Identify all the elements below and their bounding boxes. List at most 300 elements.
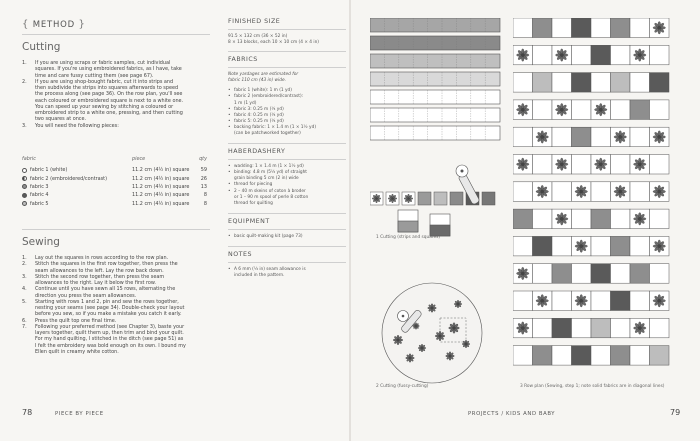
flower-center (618, 135, 622, 139)
list-marker: • (228, 170, 231, 176)
quilt-row (513, 182, 669, 202)
flower-icon (634, 49, 646, 61)
flower-center (415, 325, 417, 327)
haberdashery-list (228, 164, 346, 207)
qty-cell: 26 (200, 175, 207, 182)
flower-icon (517, 267, 529, 279)
list-marker: • (228, 233, 231, 239)
divider (22, 229, 210, 230)
list-text: fabric 2 (embroidered/contrast): (234, 94, 304, 100)
table-row (22, 166, 207, 174)
flower-center (457, 303, 459, 305)
flower-icon (575, 240, 587, 252)
quilt-square (611, 155, 631, 175)
quilt-square (611, 264, 631, 284)
quilt-square (650, 73, 670, 93)
flower-center (599, 108, 603, 112)
fabric-cell (22, 201, 132, 207)
flower-icon (393, 335, 403, 345)
flower-icon (372, 194, 381, 203)
list-text: For my hand quilting, I stitched in the ditch (see page 51) as (35, 336, 184, 343)
info-column (228, 18, 346, 279)
fabric-name: fabric 2 (embroidered/contrast) (30, 175, 107, 182)
fabric-cell (22, 192, 132, 198)
fabric-square (418, 192, 431, 205)
equipment-list (228, 234, 346, 240)
flower-center (540, 299, 544, 303)
quilt-square (630, 18, 650, 38)
flower-icon (614, 185, 626, 197)
quilt-square (650, 209, 670, 229)
fabric-strip (370, 18, 500, 32)
finished-size-line: 8 × 13 blocks, each 10 × 10 cm (4 × 4 in) (228, 40, 319, 46)
list-text: If you are using scraps or fabric samples, cut individual (35, 60, 171, 66)
flower-icon (575, 185, 587, 197)
list-text: basic quilt-making kit (page 73) (234, 233, 303, 239)
flower-center (618, 190, 622, 194)
quilt-square (630, 127, 650, 147)
fabric-swatch-icon (22, 193, 27, 198)
flower-center (599, 162, 603, 166)
quilt-square (611, 236, 631, 256)
quilt-row (513, 209, 669, 229)
quilt-square (552, 73, 572, 93)
flower-center (521, 53, 525, 57)
flower-icon (517, 158, 529, 170)
divider (228, 67, 346, 68)
notes-heading: NOTES (228, 250, 252, 258)
equipment-item (228, 234, 346, 240)
fabrics-heading: FABRICS (228, 56, 258, 64)
piece-cell: 11.2 cm (4½ in) square (132, 167, 190, 174)
list-text: nesting your seams (see page 34). Double-check your layout (35, 305, 185, 311)
flower-center (638, 217, 642, 221)
haberdashery-heading: HABERDASHERY (228, 148, 286, 156)
quilt-row (513, 73, 669, 93)
flower-center (439, 335, 442, 338)
fabrics-note-line: Note yardages are estimated for (228, 72, 299, 78)
fabric-name: fabric 1 (white) (30, 167, 68, 174)
quilt-square (513, 182, 533, 202)
list-text: included in the pattern. (234, 272, 285, 278)
list-text: Starting with rows 1 and 2, pin and sew the rows together, (35, 298, 179, 305)
list-marker: 2. (22, 78, 27, 85)
quilt-square (513, 346, 533, 366)
flower-center (657, 244, 661, 248)
fabric-square (482, 192, 495, 205)
flower-icon (653, 131, 665, 143)
list-marker: • (228, 94, 231, 100)
list-text: You will need the following pieces: (35, 122, 119, 129)
quilt-row (513, 291, 669, 311)
flower-center (407, 197, 410, 200)
list-text: two squares at once. (35, 116, 87, 123)
flower-icon (449, 323, 460, 334)
quilt-square (630, 236, 650, 256)
cutting-step (22, 123, 217, 129)
finished-size-line: 91.5 × 132 cm (36 × 52 in) (228, 34, 288, 39)
flower-center (449, 355, 452, 358)
list-marker: 1. (22, 255, 27, 261)
finished-size-heading: FINISHED SIZE (228, 18, 281, 25)
quilt-square (513, 73, 533, 93)
fabric-swatch-icon (22, 176, 27, 181)
list-marker: 2. (22, 261, 27, 268)
quilt-square (591, 291, 611, 311)
divider (228, 213, 346, 214)
divider (228, 229, 346, 230)
flower-center (560, 217, 564, 221)
quilt-square (513, 236, 533, 256)
list-text: backing fabric: 1 × 1.4 m (1 × 1½ yd) (234, 124, 317, 130)
quilt-square (611, 73, 631, 93)
quilt-square (572, 18, 592, 38)
quilt-square (611, 318, 631, 338)
list-text: fabric 1 (white): 1 m (1 yd) (234, 88, 292, 94)
quilt-square (533, 155, 553, 175)
quilt-square (611, 45, 631, 65)
quilt-square (591, 73, 611, 93)
fabrics-note-line: fabric 110 cm (43 in) wide. (228, 78, 286, 84)
stacked-square (398, 221, 418, 232)
list-marker: • (228, 106, 231, 112)
list-marker: 7. (22, 323, 27, 330)
list-text: You can speed up your sewing by stitching a coloured or (35, 103, 174, 110)
quilt-square (533, 18, 553, 38)
quilt-square (611, 346, 631, 366)
list-marker: • (228, 118, 231, 124)
list-marker: • (228, 112, 231, 118)
list-marker: 3. (22, 122, 27, 129)
flower-center (431, 307, 434, 310)
list-marker: • (228, 266, 231, 272)
quilt-square (533, 318, 553, 338)
fabric-cell (22, 167, 132, 173)
table-row (22, 174, 207, 182)
table-body (22, 166, 207, 208)
quilt-square (591, 45, 611, 65)
quilt-square (630, 291, 650, 311)
flower-icon (653, 295, 665, 307)
flower-icon (517, 103, 529, 115)
sewing-title: Sewing (22, 236, 60, 248)
list-text: or 1 – 90 m spool of perle 8 cotton (234, 194, 309, 200)
flower-center (579, 244, 583, 248)
fabrics-note (228, 72, 346, 84)
list-marker: • (228, 124, 231, 130)
divider (228, 262, 346, 263)
quilt-square (591, 18, 611, 38)
fabric-name: fabric 5 (30, 200, 49, 207)
divider (228, 159, 346, 160)
list-marker: • (228, 188, 231, 194)
fabric-square (434, 192, 447, 205)
list-text: wadding: 1 × 1.4 m (1 × 1½ yd) (234, 164, 304, 170)
fabric-swatch-icon (22, 201, 27, 206)
quilt-square (552, 18, 572, 38)
fabric-name: fabric 4 (30, 192, 49, 199)
list-text: binding: 4.8 m (5¼ yd) of straight (234, 170, 307, 176)
quilt-square (572, 264, 592, 284)
fabric-item (228, 131, 346, 137)
list-text: Press the quilt top one final time. (35, 317, 117, 324)
flower-center (391, 197, 394, 200)
fabric-strip (370, 108, 500, 122)
quilt-square (513, 291, 533, 311)
quilt-square (513, 209, 533, 229)
quilt-square (591, 127, 611, 147)
quilt-square (630, 100, 650, 120)
list-text: Lay out the squares in rows according to the row plan. (35, 255, 169, 261)
flower-icon (614, 131, 626, 143)
list-text: embroidered strip to a white one, pressing, and then cutting (35, 110, 183, 116)
flower-center (375, 197, 378, 200)
list-text: (can be patchworked together) (234, 131, 301, 137)
quilt-square (552, 264, 572, 284)
list-marker: 3. (22, 273, 27, 280)
flower-icon (595, 158, 607, 170)
fabric-strip (370, 54, 500, 68)
cutting-steps (22, 60, 217, 129)
qty-cell: 8 (203, 192, 207, 199)
list-text: Continue until you have sewn all 15 rows, alternating the (35, 286, 176, 293)
quilt-row (513, 236, 669, 256)
piece-cell: 11.2 cm (4½ in) square (132, 192, 190, 199)
bracket-left-icon: { (22, 19, 30, 30)
flower-center (657, 135, 661, 139)
list-marker: • (228, 88, 231, 94)
list-marker: • (228, 182, 231, 188)
list-marker: 5. (22, 298, 27, 305)
quilt-square (630, 73, 650, 93)
quilt-square (572, 45, 592, 65)
list-text: grain binding 5 cm (2 in) wide (234, 176, 299, 182)
page-number-right: 79 (670, 408, 681, 417)
quilt-square (533, 100, 553, 120)
flower-icon (575, 295, 587, 307)
quilt-row (513, 127, 669, 147)
caption-fussy-cutting: 2 Cutting (fussy-cutting) (376, 384, 429, 389)
row-plan (513, 18, 673, 374)
cutting-title: Cutting (22, 41, 61, 53)
flower-center (638, 162, 642, 166)
quilt-square (650, 100, 670, 120)
section-heading: { METHOD } (22, 19, 86, 30)
flower-center (521, 272, 525, 276)
quilt-square (533, 73, 553, 93)
running-title-left: PIECE BY PIECE (55, 411, 104, 417)
flower-icon (595, 103, 607, 115)
flower-icon (406, 354, 415, 363)
divider (228, 143, 346, 144)
fabric-square (450, 192, 463, 205)
fabric-strip (370, 90, 500, 104)
flower-center (521, 108, 525, 112)
list-marker: 4. (22, 286, 27, 293)
divider (228, 246, 346, 247)
list-text: Following your preferred method (see Chapter 3), baste your (35, 323, 185, 330)
flower-center (540, 190, 544, 194)
flower-icon (517, 322, 529, 334)
quilt-square (552, 346, 572, 366)
quilt-square (650, 346, 670, 366)
flower-icon (462, 340, 470, 348)
flower-center (638, 326, 642, 330)
fabric-cell (22, 176, 132, 182)
quilt-square (572, 346, 592, 366)
table-row (22, 183, 207, 191)
list-text: allowances to the right. Lay it below the first row. (35, 280, 156, 286)
table-row (22, 191, 207, 199)
quilt-square (533, 264, 553, 284)
piece-cell: 11.2 cm (4½ in) square (132, 183, 190, 190)
piece-cell: 11.2 cm (4½ in) square (132, 200, 190, 207)
flower-center (409, 357, 412, 360)
caption-row-plan: 3 Row plan (Sewing, step 1; note solid fabrics are in diagonal lines) (520, 384, 665, 389)
quilt-square (572, 73, 592, 93)
table-header: fabric piece qty (22, 156, 207, 162)
quilt-square (552, 318, 572, 338)
gutter (349, 0, 351, 441)
list-text: fabric 4: 0.25 m (¼ yd) (234, 112, 284, 118)
page-number-left: 78 (22, 408, 33, 417)
quilt-row (513, 346, 669, 366)
quilt-square (513, 127, 533, 147)
notes-list (228, 267, 346, 279)
quilt-square (552, 182, 572, 202)
quilt-square (552, 236, 572, 256)
haberdashery-item (228, 201, 346, 207)
quilt-square (591, 236, 611, 256)
list-text: fabric 3: 0.25 m (¼ yd) (234, 106, 284, 112)
divider (22, 34, 210, 35)
flower-icon (404, 194, 413, 203)
fabric-strip (370, 72, 500, 86)
flower-icon (517, 49, 529, 61)
bracket-right-icon: } (78, 19, 86, 30)
quilt-square (572, 127, 592, 147)
list-text: direction you press the seam allowances. (35, 292, 137, 299)
quilt-square (591, 346, 611, 366)
running-title-right: PROJECTS / KIDS AND BABY (468, 411, 556, 417)
qty-cell: 13 (200, 183, 207, 190)
list-text: A 6 mm (¼ in) seam allowance is (234, 266, 306, 272)
quilt-square (533, 346, 553, 366)
quilt-square (552, 127, 572, 147)
flower-center (657, 299, 661, 303)
quilt-square (591, 182, 611, 202)
fabric-strip (370, 126, 500, 140)
list-text: Ellen quilt in creamy white cotton. (35, 348, 119, 355)
flower-center (521, 162, 525, 166)
flower-icon (446, 352, 455, 361)
sewing-step (22, 349, 222, 355)
flower-icon (653, 240, 665, 252)
quilt-row (513, 264, 669, 284)
quilt-square (650, 155, 670, 175)
list-text: each coloured or embroidered square is next to a white one. (35, 97, 184, 104)
flower-center (421, 347, 423, 349)
table-row (22, 200, 207, 208)
list-text: 2 – 40 m skeins of coton à broder (234, 188, 306, 194)
quilt-row (513, 45, 669, 65)
fabrics-list (228, 88, 346, 137)
sewing-steps (22, 255, 222, 355)
quilt-row (513, 100, 669, 120)
quilt-row (513, 318, 669, 338)
quilt-square (650, 264, 670, 284)
quilt-square (630, 346, 650, 366)
list-text: Stitch the squares in the first row together, then press the (35, 261, 178, 268)
list-text: Stitch the second row together, then press the seam (35, 273, 165, 280)
list-marker: • (228, 164, 231, 170)
list-text: before you sew, so if you make a mistake you catch it early. (35, 311, 182, 318)
flower-icon (556, 158, 568, 170)
list-text: layers together, quilt them up, then trim and bind your quilt. (35, 330, 184, 336)
quilt-square (513, 18, 533, 38)
fabric-swatch-icon (22, 184, 27, 189)
list-text: time and care fussy cutting them (see page 67). (35, 72, 154, 79)
flower-center (560, 162, 564, 166)
quilt-square (591, 264, 611, 284)
flower-center (657, 190, 661, 194)
qty-cell: 59 (200, 167, 207, 174)
flower-center (638, 53, 642, 57)
flower-icon (653, 185, 665, 197)
flower-icon (418, 344, 426, 352)
flower-center (397, 339, 400, 342)
flower-center (560, 108, 564, 112)
quilt-square (591, 318, 611, 338)
quilt-square (552, 291, 572, 311)
quilt-square (611, 209, 631, 229)
quilt-square (630, 182, 650, 202)
flower-center (452, 326, 455, 329)
quilt-square (650, 45, 670, 65)
flower-icon (634, 322, 646, 334)
flower-icon (634, 158, 646, 170)
fabric-swatch-icon (22, 168, 27, 173)
quilt-square (611, 100, 631, 120)
flower-icon (536, 295, 548, 307)
list-text: seam allowances to the left. Lay the row back down. (35, 267, 164, 274)
caption-strips: 1 Cutting (strips and squares) (376, 235, 441, 240)
quilt-square (611, 291, 631, 311)
quilt-square (591, 209, 611, 229)
quilt-square (572, 100, 592, 120)
divider (228, 51, 346, 52)
flower-icon (556, 49, 568, 61)
equipment-heading: EQUIPMENT (228, 217, 270, 225)
quilt-row (513, 155, 669, 175)
quilt-square (650, 318, 670, 338)
flower-icon (536, 185, 548, 197)
flower-icon (556, 103, 568, 115)
finished-size-text (228, 34, 346, 46)
fabric-name: fabric 3 (30, 183, 49, 190)
list-text: the process along (see page 36). On the row plan, you'll see (35, 91, 183, 98)
note-item (228, 273, 346, 279)
quilt-square (572, 318, 592, 338)
quilt-square (630, 264, 650, 284)
qty-cell: 8 (203, 200, 207, 207)
fussy-cutting-illustration (370, 278, 505, 388)
flower-icon (428, 304, 437, 313)
quilt-square (572, 209, 592, 229)
pieces-table (22, 156, 207, 208)
piece-cell: 11.2 cm (4½ in) square (132, 175, 190, 182)
list-text: thread for quilting (234, 200, 273, 206)
